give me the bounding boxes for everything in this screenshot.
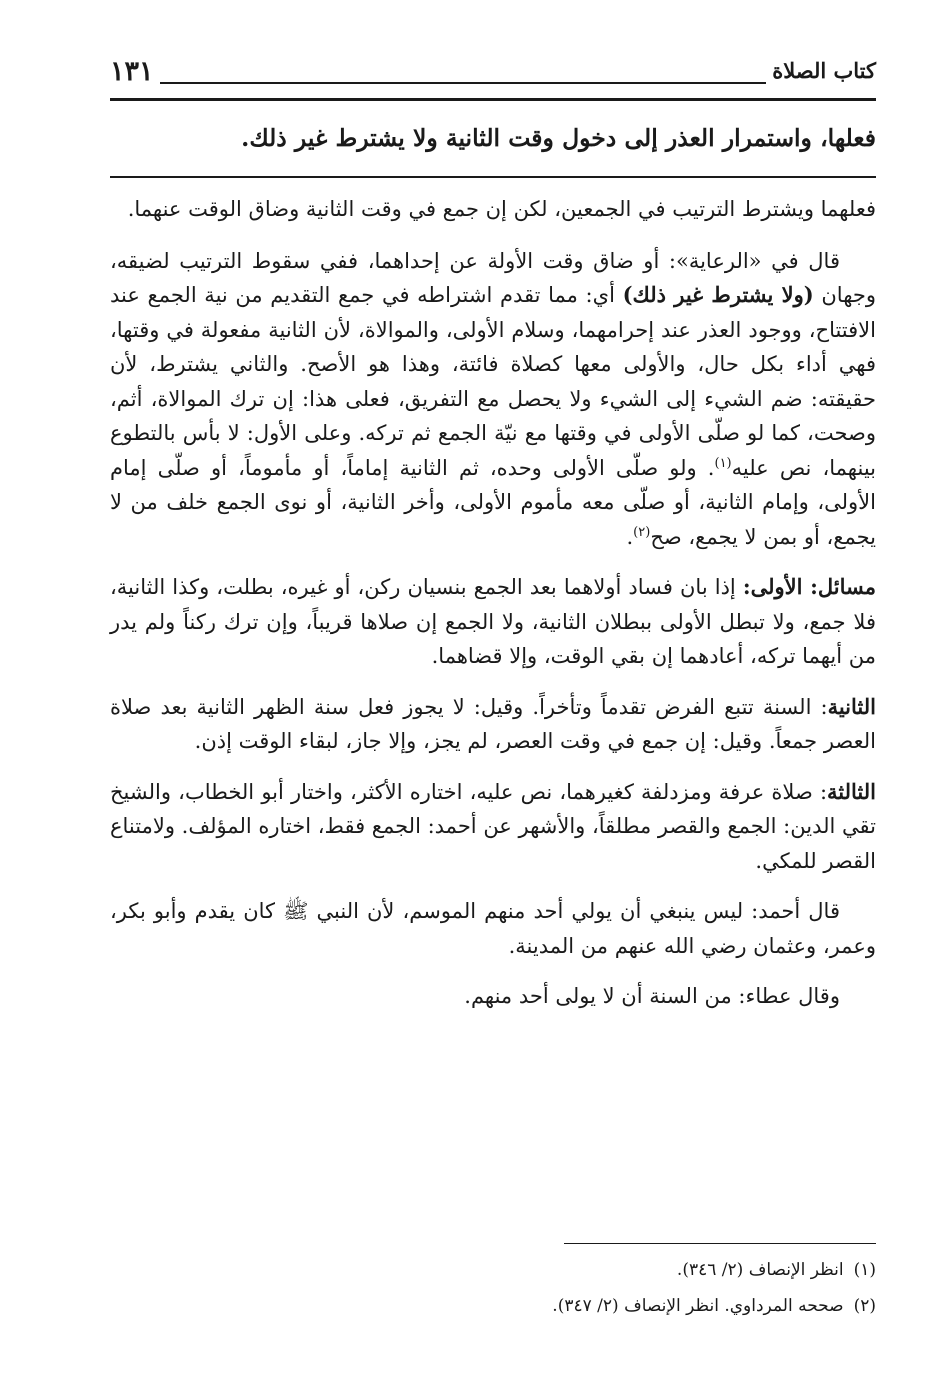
book-title: كتاب الصلاة [772, 58, 876, 83]
footnote-divider [564, 1243, 876, 1244]
paragraph-ahmad-quote [110, 894, 876, 963]
footnote-number: (١) [853, 1260, 876, 1280]
footnote-reference: (١) [714, 455, 732, 471]
footnotes [110, 1252, 876, 1324]
footnote-reference: (٢) [633, 524, 651, 540]
text-run: أي: مما تقدم اشتراطه في جمع التقديم من نية الجمع عند الافتتاح، ووجود العذر عند إحرامهما، وسلام الأولى، والموالاة، لأن الثانية مفعولة في وقتها، فهي أداء بكل حال، والأولى معها كصلاة فائتة، وهذا هو الأصح. والثاني يشترط، لأن حقيقته: ضم الشيء إلى الشيء ولا يحصل مع التفريق، فعلى هذا: إن ترك الموالاة، أثم، وصحت، كما لو صلّى الأولى في وقتها مع نيّة الجمع ثم تركه. وعلى الأول: لا بأس بالتطوع بينهما، نص عليه [110, 283, 877, 480]
footnote-text: انظر الإنصاف (٢/ ٣٤٦). [676, 1260, 844, 1280]
header-divider [110, 98, 876, 101]
text-run: قال أحمد: ليس ينبغي أن يولي أحد منهم الموسم، لأن النبي ﷺ كان يقدم وأبو بكر، وعمر، وعثمان رضي الله عنهم من المدينة. [110, 899, 876, 958]
text-run: إذا بان فساد أولاهما بعد الجمع بنسيان ركن، أو غيره، بطلت، وكذا الثانية، فلا جمع، ولا تبطل الأولى ببطلان الثانية، ولا الجمع إن صلاها قريباً، وإن ترك ركناً ولم يدر من أيهما تركه، أعادهما إن بقي الوقت، وإلا قضاهما. [110, 575, 876, 668]
emphasis-text: الثانية [827, 693, 876, 719]
text-run: . [626, 524, 634, 549]
footnote-number: (٢) [853, 1296, 876, 1316]
text-run: قال في «الرعاية»: أو ضاق وقت الأولة عن إحداهما، ففي سقوط الترتيب لضيقه، وجهان [110, 248, 876, 307]
matn-divider [110, 176, 876, 178]
paragraph-ata-quote [110, 979, 876, 1014]
emphasis-text: الثالثة [827, 778, 876, 804]
footnote-text: صححه المرداوي. انظر الإنصاف (٢/ ٣٤٧). [552, 1296, 844, 1316]
paragraph-2 [110, 244, 876, 555]
matn-text: فعلها، واستمرار العذر إلى دخول وقت الثانية ولا يشترط غير ذلك. [241, 124, 876, 152]
paragraph-masail-second [110, 690, 876, 759]
footnote-2 [110, 1288, 876, 1324]
page-number: ١٣١ [110, 56, 154, 87]
text-run: : السنة تتبع الفرض تقدماً وتأخراً. وقيل: لا يجوز فعل سنة الظهر الثانية بعد صلاة العصر جمعاً. وقيل: إن جمع في وقت العصر، لم يجز، وإلا جاز، لبقاء الوقت إذن. [110, 694, 876, 753]
header-rule [160, 82, 766, 84]
footnote-1 [110, 1252, 876, 1288]
text-run: وقال عطاء: من السنة أن لا يولى أحد منهم. [464, 984, 840, 1008]
running-header [110, 58, 876, 98]
text-run: : صلاة عرفة ومزدلفة كغيرهما، نص عليه، اختاره الأكثر، واختار أبو الخطاب، والشيخ تقي الدين: الجمع والقصر مطلقاً، والأشهر عن أحمد: الجمع فقط، اختاره المؤلف. ولامتناع القصر للمكي. [110, 779, 876, 873]
paragraph-masail-third [110, 775, 876, 879]
paragraph-masail-first [110, 570, 876, 674]
text-run: . ولو صلّى الأولى وحده، ثم الثانية إماماً، أو مأموماً، أو صلّى إمام الأولى، وإمام الثانية، أو صلّى معه مأموم الأولى، وأخر الثانية، أو نوى الجمع خلف من لا يجمع، أو بمن لا يجمع، صح [110, 455, 876, 549]
emphasis-text: (ولا يشترط غير ذلك) [622, 282, 814, 307]
text-run: فعلهما ويشترط الترتيب في الجمعين، لكن إن جمع في وقت الثانية وضاق الوقت عنهما. [127, 197, 876, 221]
paragraph-1 [110, 192, 876, 227]
commentary-body [110, 192, 876, 1030]
emphasis-text: مسائل: الأولى: [742, 574, 876, 599]
